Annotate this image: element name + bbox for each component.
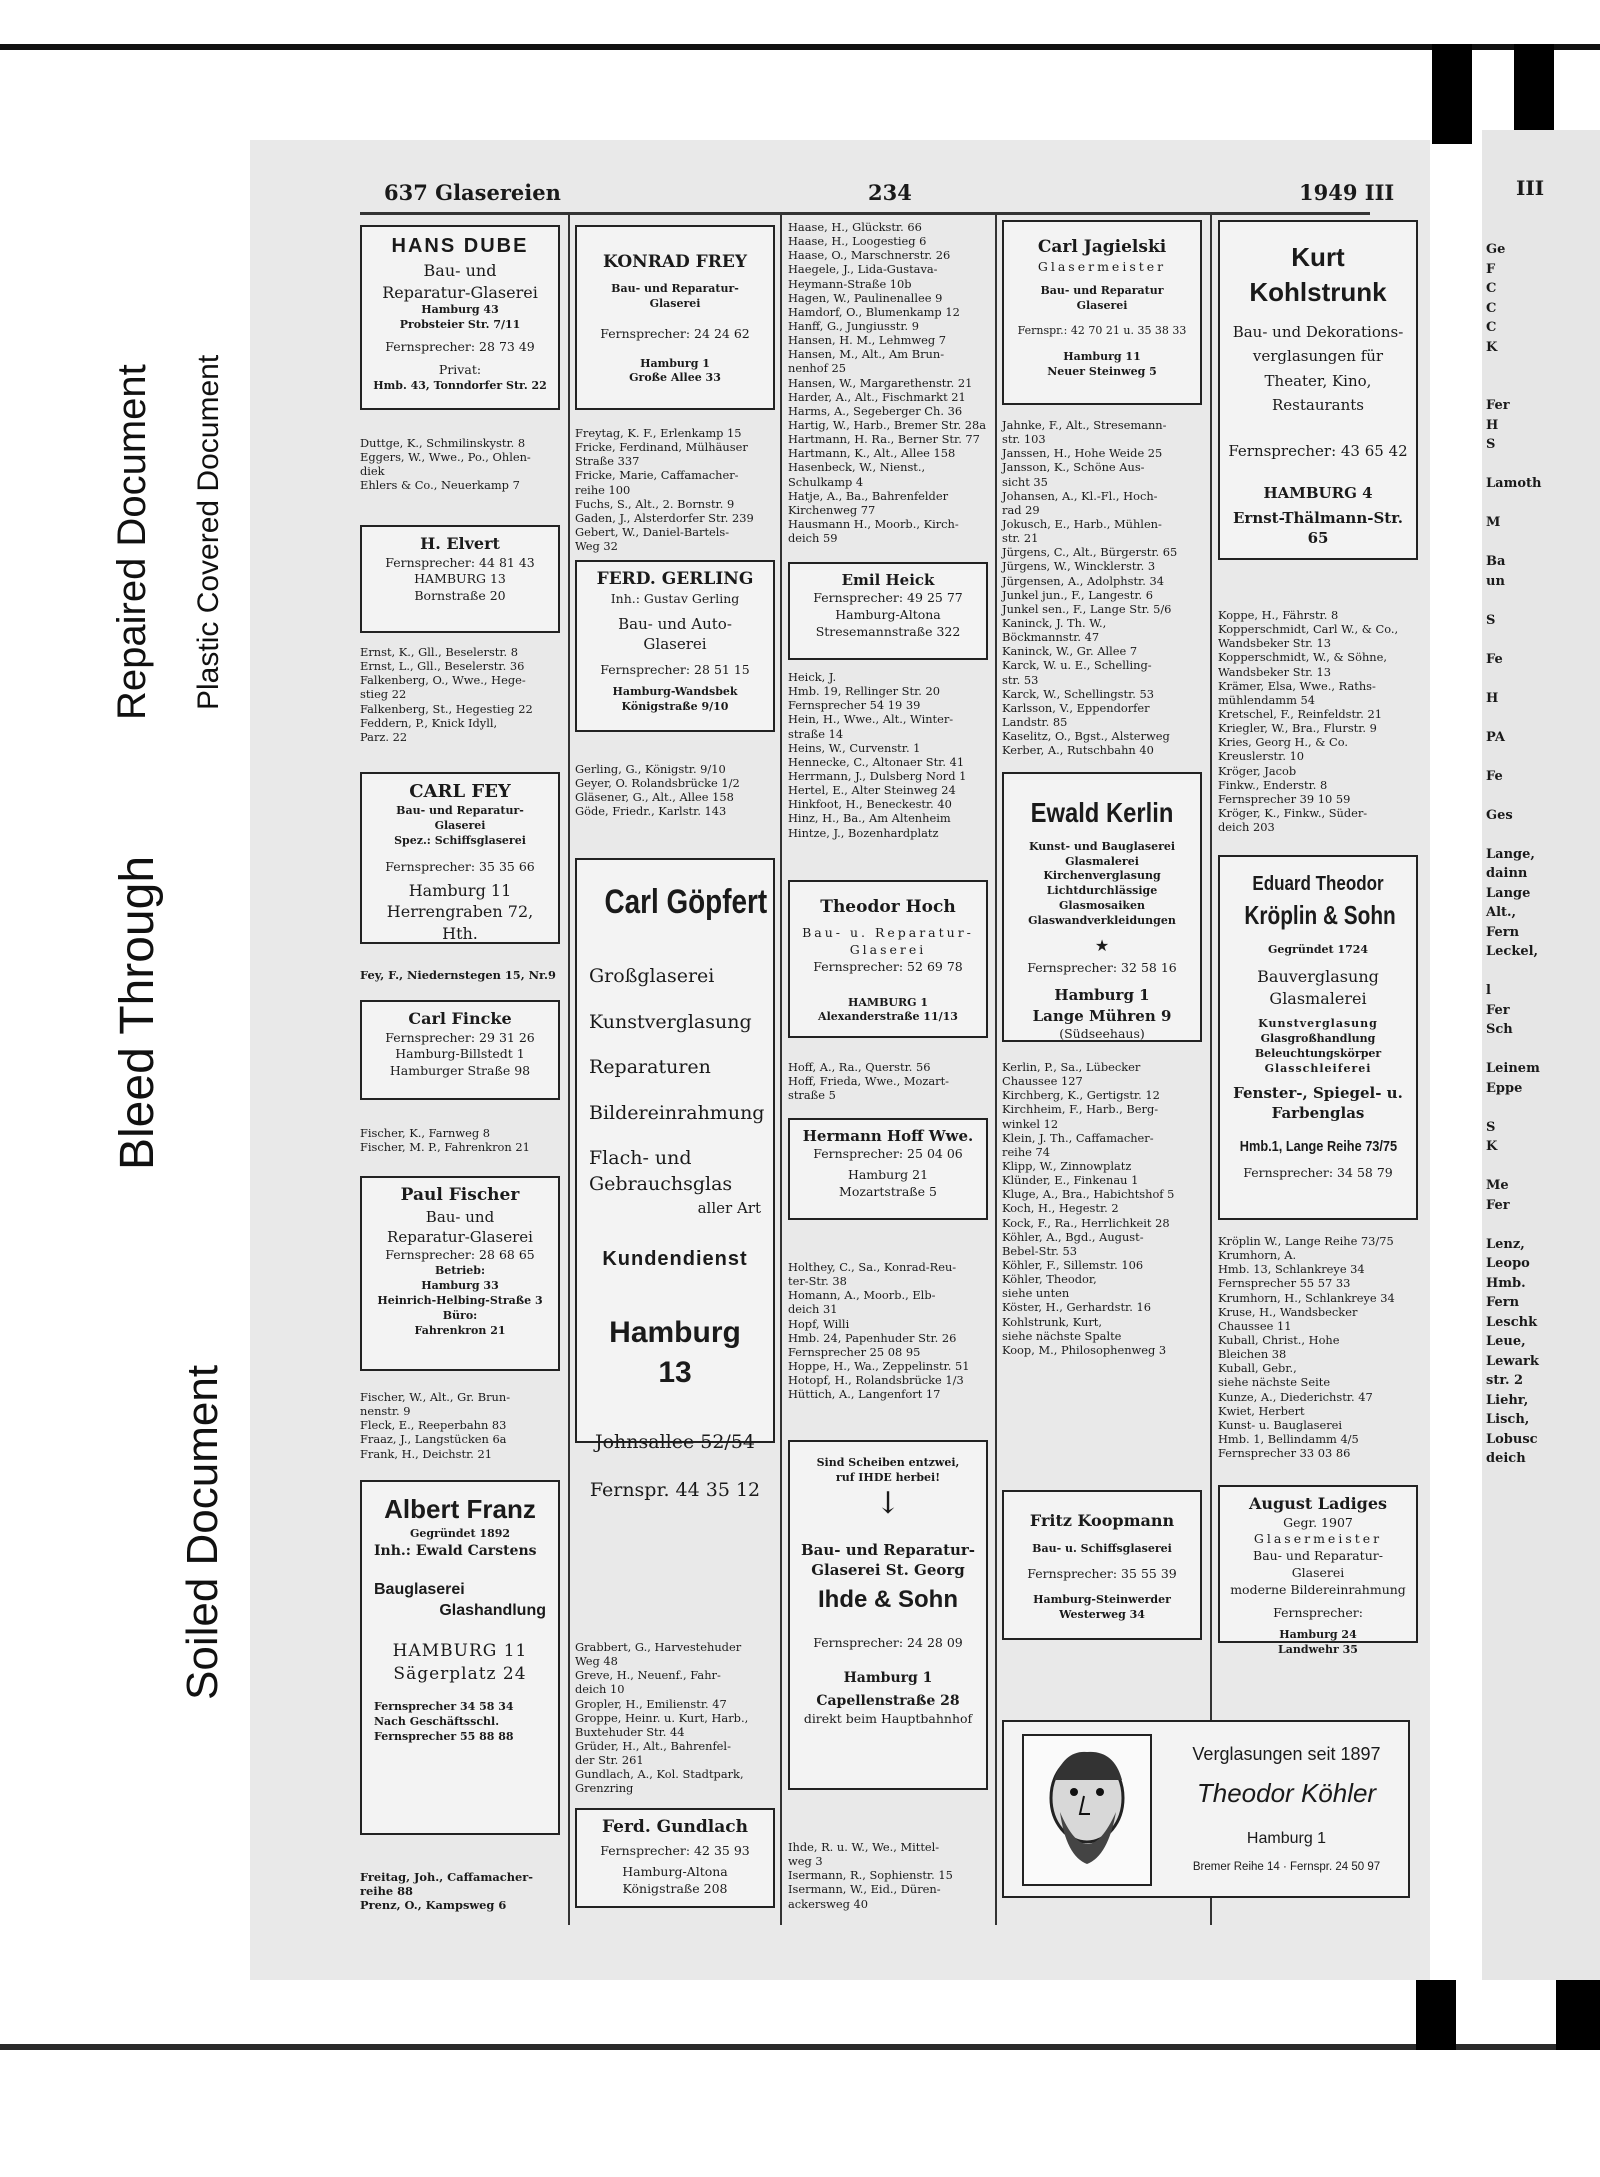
ad-line: Glasermeister	[1253, 1531, 1383, 1547]
plastic-covered-stamp: Plastic Covered Document	[192, 354, 225, 710]
listing-block: Haase, H., Glückstr. 66 Haase, H., Loogestieg 6 Haase, O., Marschnerstr. 26 Haegele, J., Lida-Gustava- Heymann-Straße 10b Hagen, W., Paulinenallee 9 Hamdorf, O., Blumenkamp 12 Hanff, G., Jungiusstr. 9 Hansen, H. M., Lehmweg 7 Hansen, M., Alt., Am Brun- nenhof 25 Hansen, W., Margarethenstr. 21 Harder, A., Alt., Fischmarkt 21 Harms, A., Segeberger Ch. 36 Hartig, W., Harb., Bremer Str. 28a Hartmann, H. Ra., Berner Str. 77 Hartmann, K., Alt., Allee 158 Hasenbeck, W., Nienst., Schulkamp 4 Hatje, A., Ba., Bahrenfelder Kirchenweg 77 Hausmann H., Moorb., Kirch- deich 59	[788, 220, 987, 546]
ad-line: Fernsprecher: 25 04 06	[813, 1146, 963, 1162]
ad-line: Betrieb:	[434, 1264, 486, 1278]
ad-title: Kohlstrunk	[1249, 277, 1387, 308]
ad-title: FERD. GERLING	[596, 569, 754, 589]
ad-title: Ihde & Sohn	[818, 1586, 958, 1614]
ad-line: Reparatur-Glaserei	[382, 282, 538, 302]
ad-line: Inh.: Gustav Gerling	[610, 590, 740, 606]
ad-hans-dube	[360, 225, 560, 410]
ad-line: Heinrich-Helbing-Straße 3	[377, 1294, 543, 1307]
ad-line: Hamburg-Altona	[622, 1863, 728, 1879]
tape-marker	[1416, 1980, 1456, 2050]
ad-line: HAMBURG 4	[1263, 484, 1373, 503]
column-rule	[995, 215, 997, 1925]
ad-line: Hamburg 11	[408, 880, 512, 900]
ad-line: Große Allee 33	[629, 371, 721, 385]
ad-line: Glasmalerei	[1269, 988, 1367, 1008]
ad-line: Hamburg 13	[609, 1315, 741, 1390]
listing-block: Kröplin W., Lange Reihe 73/75 Krumhorn, A. Hmb. 13, Schlankreye 34 Fernsprecher 55 57 33 Krumhorn, H., Schlankreye 34 Kruse, H., Wandsbecker Chaussee 11 Kuball, Christ., Hohe Bleichen 38 Kuball, Gebr., siehe nächste Seite Kunze, A., Diederichstr. 47 Kwiet, Herbert Kunst- u. Bauglaserei Hmb. 1, Bellindamm 4/5 Fernsprecher 33 03 86	[1218, 1234, 1395, 1461]
ad-title: Paul Fischer	[400, 1185, 520, 1205]
ad-line: Glaserei St. Georg	[811, 1560, 965, 1579]
ad-line: Privat:	[438, 361, 482, 377]
ad-line: HAMBURG 1	[847, 995, 928, 1009]
portrait-illustration	[1022, 1734, 1152, 1886]
ad-line: Glasermeister	[1037, 258, 1167, 274]
ad-kroeplin-sohn	[1218, 855, 1418, 1220]
next-page-header: III	[1516, 176, 1545, 200]
ad-line: Fernsprecher: 28 68 65	[385, 1247, 535, 1263]
ad-line: (Südseehaus)	[1059, 1025, 1145, 1041]
ad-title: Kröplin & Sohn	[1244, 900, 1396, 930]
ad-ihde-sohn	[788, 1440, 988, 1790]
ad-line: Ernst-Thälmann-Str. 65	[1233, 508, 1403, 547]
ad-line: Farbenglas	[1271, 1103, 1365, 1122]
ad-line: Fernspr. 44 35 12	[589, 1478, 761, 1501]
damage-stamp-panel	[68, 230, 225, 1190]
ad-line: Hamburg-Altona	[835, 607, 941, 623]
ad-fritz-koopmann	[1002, 1490, 1202, 1640]
ad-line: Fernsprecher:	[1273, 1604, 1363, 1620]
ad-line: Kirchenverglasung	[1043, 869, 1161, 883]
ad-line: Fernsprecher 34 58 34	[374, 1699, 514, 1713]
listing-block: Grabbert, G., Harvestehuder Weg 48 Greve, H., Neuenf., Fahr- deich 10 Gropler, H., Emilienstr. 47 Groppe, Heinr. u. Kurt, Harb., Buxtehuder Str. 44 Grüder, H., Alt., Bahrenfel- der Str. 261 Gundlach, A., Kol. Stadtpark, Grenzring	[575, 1640, 749, 1796]
ad-line: Bau- und Auto-	[618, 614, 732, 633]
ad-line: Großglaserei	[589, 964, 715, 987]
ad-line: Herrengraben 72, Hth.	[386, 902, 534, 943]
ad-paul-fischer	[360, 1176, 560, 1371]
ad-line: Neuer Steinweg 5	[1047, 365, 1157, 379]
scanner-bottom-band	[0, 2044, 1600, 2050]
ad-line: Fernspr.: 42 70 21 u. 35 38 33	[1017, 323, 1187, 337]
ad-line: Hamburg-Steinwerder	[1033, 1593, 1171, 1607]
listing-block: Freitag, Joh., Caffamacher- reihe 88 Prenz, O., Kampsweg 6	[360, 1870, 533, 1913]
ad-line: Bau- und	[425, 1207, 495, 1226]
ad-line: direkt beim Hauptbahnhof	[803, 1711, 973, 1727]
next-page-edge	[1482, 130, 1600, 1980]
ad-line: Bauverglasung	[1257, 966, 1379, 986]
ad-august-ladiges	[1218, 1485, 1418, 1656]
ad-line: Westerweg 34	[1059, 1608, 1145, 1622]
ad-carl-jagielski	[1002, 220, 1202, 405]
ad-line: Bornstraße 20	[414, 588, 506, 604]
listing-block: Heick, J. Hmb. 19, Rellinger Str. 20 Fernsprecher 54 19 39 Hein, H., Wwe., Alt., Winter- straße 14 Heins, W., Curvenstr. 1 Hennecke, C., Altonaer Str. 41 Herrmann, J., Dulsberg Nord 1 Hertel, E., Alter Steinweg 24 Hinkfoot, H., Beneckestr. 40 Hinz, H., Ba., Am Altenheim Hintze, J., Bozenhardplatz	[788, 670, 967, 840]
ad-line: Sind Scheiben entzwei,	[816, 1456, 960, 1469]
ad-title: Ferd. Gundlach	[602, 1817, 748, 1837]
ad-line: Gebrauchsglas	[589, 1173, 733, 1196]
listing-block: Hoff, A., Ra., Querstr. 56 Hoff, Frieda, Wwe., Mozart- straße 5	[788, 1060, 950, 1103]
listing-block: Kerlin, P., Sa., Lübecker Chaussee 127 Kirchberg, K., Gertigstr. 12 Kirchheim, F., Harb., Berg- winkel 12 Klein, J. Th., Caffamacher- reihe 74 Klipp, W., Zinnowplatz Klünder, E., Finkenau 1 Kluge, A., Bra., Habichtshof 5 Koch, H., Hegestr. 2 Kock, F., Ra., Herrlichkeit 28 Köhler, A., Bgd., August- Bebel-Str. 53 Köhler, F., Sillemstr. 106 Köhler, Theodor, siehe unten Köster, H., Gerhardstr. 16 Kohlstrunk, Kurt, siehe nächste Spalte Koop, M., Philosophenweg 3	[1002, 1060, 1175, 1357]
ad-line: Reparatur-Glaserei	[387, 1228, 533, 1247]
ad-line: HAMBURG 13	[414, 571, 506, 587]
ad-line: Kunstverglasung	[589, 1010, 752, 1033]
ad-line: Bau- und Reparatur-	[396, 804, 524, 818]
ad-title: Theodor Hoch	[820, 897, 956, 917]
column-rule	[1210, 215, 1212, 1925]
ad-line: Bau- und Reparatur-	[611, 281, 739, 295]
ad-line: Hamburg 33	[421, 1279, 499, 1293]
ad-line: Lichtdurchlässige	[1046, 884, 1158, 898]
tape-marker	[1556, 1980, 1600, 2050]
ad-title: H. Elvert	[420, 534, 500, 553]
ad-ferd-gundlach	[575, 1808, 775, 1908]
ad-line: Glaserei	[434, 819, 486, 833]
ad-line: Hmb.1, Lange Reihe 73/75	[1239, 1138, 1398, 1155]
ad-line: Bau- u. Schiffsglaserei	[1032, 1541, 1172, 1555]
ad-line: Glasmalerei	[1065, 854, 1139, 868]
ad-hermann-hoff	[788, 1118, 988, 1220]
header-right: 1949 III	[1299, 180, 1395, 205]
ad-title: Theodor Köhler	[1196, 1778, 1377, 1808]
ad-line: Probsteier Str. 7/11	[399, 318, 521, 332]
ad-konrad-frey	[575, 225, 775, 410]
ad-title: HANS DUBE	[391, 235, 529, 257]
ad-line: Bau- und Reparatur-	[800, 1540, 976, 1559]
ad-line: Restaurants	[1272, 395, 1364, 414]
ad-line: Glasmosaiken	[1059, 899, 1145, 913]
ad-line: Hamburg-Wandsbek	[612, 685, 738, 699]
arrow-down-icon: ↓	[875, 1485, 901, 1521]
ad-kurt-kohlstrunk	[1218, 220, 1418, 560]
ad-line: HAMBURG 11	[392, 1641, 528, 1662]
ad-line: Hamburg-Billstedt 1	[395, 1046, 525, 1062]
ad-line: Stresemannstraße 322	[815, 624, 961, 639]
ad-line: Glashandlung	[439, 1602, 546, 1620]
ad-line: Bau- und Dekorations-	[1232, 323, 1404, 342]
ad-line: Fernsprecher: 28 73 49	[385, 338, 535, 354]
ad-line: Hamburger Straße 98	[389, 1063, 531, 1079]
ad-line: Hamburg 1	[1246, 1830, 1327, 1847]
ad-title: Carl Jagielski	[1037, 237, 1167, 257]
ad-title: Carl Göpfert	[604, 883, 768, 921]
ad-line: Königstraße 208	[622, 1880, 728, 1896]
ad-title: Emil Heick	[841, 571, 935, 589]
ad-line: verglasungen für	[1252, 347, 1384, 366]
tape-marker	[1514, 44, 1554, 144]
header-left: 637 Glasereien	[384, 180, 561, 205]
directory-page	[250, 140, 1430, 1980]
ad-line: Hamburg 43	[421, 303, 499, 317]
ad-title: Ewald Kerlin	[1030, 797, 1174, 828]
tape-marker	[1432, 44, 1472, 144]
ad-line: Landwehr 35	[1278, 1642, 1358, 1656]
ad-line: Lange Mühren 9	[1032, 1006, 1172, 1025]
ad-line: Bau- u. Reparatur-	[802, 924, 974, 940]
ad-line: Fernsprecher: 29 31 26	[385, 1029, 535, 1045]
ad-albert-franz	[360, 1480, 560, 1835]
ad-line: moderne Bildereinrahmung	[1230, 1582, 1406, 1598]
listing-block: Fischer, K., Farnweg 8 Fischer, M. P., Fahrenkron 21	[360, 1126, 530, 1155]
ad-line: Glaserei	[1291, 1565, 1345, 1581]
ad-line: Glaserei	[1076, 298, 1128, 312]
ad-line: Fernsprecher: 35 55 39	[1027, 1566, 1177, 1582]
ad-title: Fritz Koopmann	[1029, 1511, 1175, 1530]
bleed-through-stamp: Bleed Through	[111, 855, 164, 1170]
ad-title: KONRAD FREY	[603, 252, 747, 272]
ad-theodor-hoch	[788, 880, 988, 1038]
listing-block: Koppe, H., Fährstr. 8 Kopperschmidt, Carl W., & Co., Wandsbeker Str. 13 Kopperschmidt, W., & Söhne, Wandsbeker Str. 13 Krämer, Elsa, Wwe., Raths- mühlendamm 54 Kretschel, F., Reinfeldstr. 21 Kriegler, W., Bra., Flurstr. 9 Kries, Georg H., & Co. Kreuslerstr. 10 Kröger, Jacob Finkw., Enderstr. 8 Fernsprecher 39 10 59 Kröger, K., Finkw., Süder- deich 203	[1218, 608, 1399, 835]
ad-line: Fernsprecher: 52 69 78	[813, 958, 963, 974]
ad-line: Capellenstraße 28	[816, 1693, 960, 1710]
ad-line: Hamburg 11	[1063, 350, 1141, 364]
column-rule	[780, 215, 782, 1925]
ad-line: aller Art	[697, 1198, 761, 1217]
listing-block: Fey, F., Niedernstegen 15, Nr.9	[360, 968, 556, 982]
scanner-top-band	[0, 44, 1600, 50]
ad-line: Fahrenkron 21	[414, 1323, 506, 1337]
listing-block: Freytag, K. F., Erlenkamp 15 Fricke, Ferdinand, Mülhäuser Straße 337 Fricke, Marie, Caffamacher- reihe 100 Fuchs, S., Alt., 2. Bornstr. 9 Gaden, J., Alsterdorfer Str. 239 Gebert, W., Daniel-Bartels- Weg 32	[575, 426, 754, 554]
ad-line: Hamburg 1	[1054, 986, 1150, 1005]
ad-line: Theater, Kino,	[1264, 371, 1372, 390]
listing-block: Gerling, G., Königstr. 9/10 Geyer, O. Rolandsbrücke 1/2 Gläsener, G., Alt., Allee 158 Göde, Friedr., Karlstr. 143	[575, 762, 740, 819]
ad-ferd-gerling	[575, 560, 775, 732]
ad-line: Gegr. 1907	[1283, 1514, 1353, 1530]
ad-line: Fernsprecher: 24 24 62	[600, 325, 750, 341]
ad-line: Glaswandverkleidungen	[1028, 914, 1176, 928]
ad-line: Fernsprecher: 49 25 77	[813, 590, 963, 606]
ad-title: August Ladiges	[1248, 1494, 1388, 1513]
ad-title: Hermann Hoff Wwe.	[802, 1127, 974, 1145]
ad-line: Nach Geschäftsschl.	[374, 1714, 500, 1728]
ad-carl-fey	[360, 772, 560, 944]
ad-line: Glaserei	[649, 296, 701, 310]
ad-line: Inh.: Ewald Carstens	[374, 1542, 537, 1559]
ad-line: Hmb. 43, Tonndorfer Str. 22	[373, 378, 547, 392]
ad-line: Fernsprecher: 43 65 42	[1228, 442, 1408, 461]
ad-line: Büro:	[442, 1308, 478, 1322]
ad-line: Fernsprecher: 24 28 09	[813, 1634, 963, 1650]
ad-line: Glaserei	[643, 635, 707, 654]
ad-line: Bau- und Reparatur-	[1253, 1548, 1383, 1564]
ad-line: Glasschleiferei	[1264, 1061, 1372, 1075]
ad-line: Fenster-, Spiegel- u.	[1233, 1083, 1403, 1102]
ad-line: Fernsprecher: 32 58 16	[1027, 960, 1177, 976]
ad-line: Alexanderstraße 11/13	[818, 1010, 958, 1024]
ad-title: Carl Fincke	[408, 1009, 512, 1028]
ad-theodor-koehler	[1002, 1720, 1410, 1898]
ad-emil-heick	[788, 562, 988, 660]
listing-block: Jahnke, F., Alt., Stresemann- str. 103 Janssen, H., Hohe Weide 25 Jansson, K., Schöne Aus- sicht 35 Johansen, A., Kl.-Fl., Hoch- rad 29 Jokusch, E., Harb., Mühlen- str. 21 Jürgens, C., Alt., Bürgerstr. 65 Jürgens, W., Wincklerstr. 3 Jürgensen, A., Adolphstr. 34 Junkel jun., F., Langestr. 6 Junkel sen., F., Lange Str. 5/6 Kaninck, J. Th. W., Böckmannstr. 47 Kaninck, W., Gr. Allee 7 Karck, W. u. E., Schelling- str. 53 Karck, W., Schellingstr. 53 Karlsson, V., Eppendorfer Landstr. 85 Kaselitz, O., Bgst., Alsterweg Kerber, A., Rutschbahn 40	[1002, 418, 1178, 758]
ad-ewald-kerlin	[1002, 772, 1202, 1042]
ad-line: Fernsprecher: 44 81 43	[385, 554, 535, 570]
ad-line: Verglasungen seit 1897	[1192, 1744, 1381, 1764]
star-icon: ★	[1094, 935, 1110, 955]
ad-elvert	[360, 525, 560, 633]
ad-line: Johnsallee 52/54	[594, 1430, 756, 1453]
ad-title: Eduard Theodor	[1252, 873, 1384, 895]
ad-line: Spez.: Schiffsglaserei	[394, 833, 526, 847]
listing-block: Holthey, C., Sa., Konrad-Reu- ter-Str. 38 Homann, A., Moorb., Elb- deich 31 Hopf, Willi Hmb. 24, Papenhuder Str. 26 Fernsprecher 25 08 95 Hoppe, H., Wa., Zeppelinstr. 51 Hotopf, H., Rolandsbrücke 1/3 Hüttich, A., Langenfort 17	[788, 1260, 970, 1402]
ad-line: Hamburg 1	[843, 1670, 933, 1687]
repaired-stamp: Repaired Document	[110, 364, 154, 720]
ad-line: Beleuchtungskörper	[1254, 1046, 1382, 1060]
ad-line: Flach- und	[589, 1147, 692, 1170]
listing-block: Duttge, K., Schmilinskystr. 8 Eggers, W., Wwe., Po., Ohlen- diek Ehlers & Co., Neuerkamp 7	[360, 436, 531, 493]
ad-line: Fernsprecher: 34 58 79	[1243, 1165, 1393, 1181]
ad-line: Sägerplatz 24	[393, 1663, 527, 1684]
page-header	[384, 180, 1484, 210]
ad-line: Glasgroßhandlung	[1260, 1031, 1376, 1045]
listing-block: Ihde, R. u. W., We., Mittel- weg 3 Isermann, R., Sophienstr. 15 Isermann, W., Eid., Düren- ackersweg 40	[788, 1840, 953, 1911]
ad-line: Gegründet 1724	[1267, 943, 1369, 957]
column-rule	[568, 215, 570, 1925]
ad-line: Fernsprecher 55 88 88	[374, 1729, 514, 1743]
listing-block: Ernst, K., Gll., Beselerstr. 8 Ernst, L., Gll., Beselerstr. 36 Falkenberg, O., Wwe., Hege- stieg 22 Falkenberg, St., Hegestieg 22 Feddern, P., Knick Idyll, Parz. 22	[360, 645, 533, 744]
ad-line: ruf IHDE herbei!	[835, 1470, 941, 1484]
ad-line: Fernsprecher: 42 35 93	[600, 1842, 750, 1858]
ad-line: Hamburg 1	[640, 356, 710, 370]
ad-line: Fernsprecher: 28 51 15	[600, 662, 750, 678]
ad-carl-fincke	[360, 1000, 560, 1100]
ad-line: Kundendienst	[602, 1247, 748, 1270]
ad-line: Kunstverglasung	[1258, 1017, 1378, 1031]
ad-line: Hamburg 24	[1279, 1627, 1357, 1641]
ad-line: Bildereinrahmung	[589, 1101, 765, 1124]
ad-carl-goepfert	[575, 858, 775, 1501]
ad-line: Bau- und Reparatur	[1040, 283, 1164, 297]
ad-title: Kurt	[1291, 242, 1345, 272]
ad-line: Hamburg 21	[847, 1167, 929, 1183]
ad-line: Reparaturen	[589, 1056, 711, 1079]
ad-line: Bauglaserei	[374, 1580, 465, 1598]
next-page-fragment: Ge F C C C K Fer H S Lamoth M Ba un S Fe H PA Fe Ges Lange, dainn Lange Alt., Fern Leckel, l Fer Sch Leinem Eppe S K Me Fer Lenz, Leopo Hmb. Fern Leschk Leue, Lewark str. 2 Liehr, Lisch, Lobusc deich	[1486, 242, 1542, 1466]
ad-line: Bremer Reihe 14 · Fernspr. 24 50 97	[1192, 1861, 1381, 1873]
ad-line: Kunst- und Bauglaserei	[1028, 839, 1176, 853]
soiled-stamp: Soiled Document	[178, 1364, 227, 1700]
ad-line: Bau- und	[423, 261, 497, 280]
ad-line: Gegründet 1892	[409, 1527, 511, 1541]
ad-line: Fernsprecher: 35 35 66	[385, 858, 535, 874]
ad-line: Königstraße 9/10	[621, 700, 729, 714]
ad-line: Glaserei	[849, 941, 927, 957]
ad-title: CARL FEY	[409, 781, 511, 802]
listing-block: Fischer, W., Alt., Gr. Brun- nenstr. 9 Fleck, E., Reeperbahn 83 Fraaz, J., Langstücken 6a Frank, H., Deichstr. 21	[360, 1390, 511, 1461]
ad-line: Mozartstraße 5	[839, 1184, 937, 1199]
header-page-number: 234	[868, 180, 912, 205]
header-rule	[360, 212, 1370, 215]
ad-title: Albert Franz	[384, 1494, 536, 1524]
